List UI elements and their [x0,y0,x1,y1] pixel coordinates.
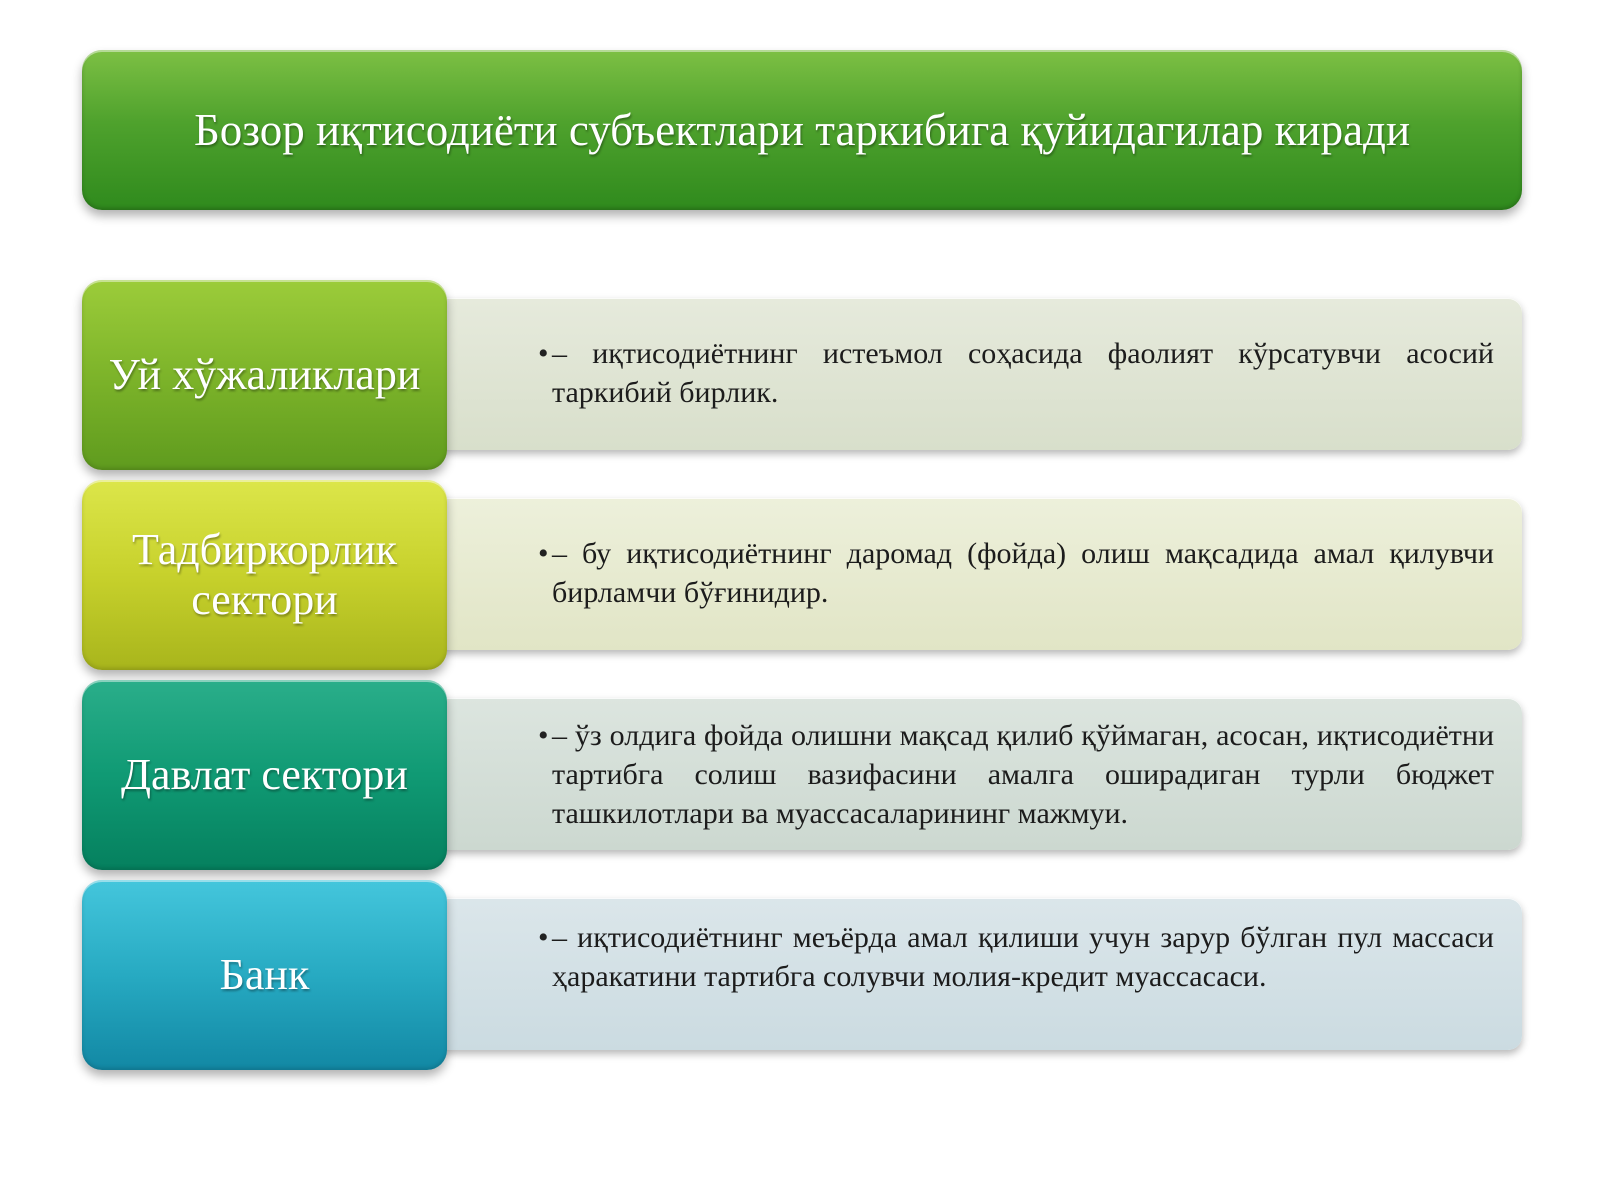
bullet-marker: • [538,537,549,570]
label-box-households [82,280,447,470]
description-box [422,498,1522,650]
label-text: Уй хўжаликлари [108,350,421,399]
entity-row-business [82,480,1522,670]
entity-row-bank [82,880,1522,1070]
description-text: – иқтисодиётнинг меъёрда амал қилиши учун зарур бўлган пул массаси ҳаракатини тартибга солувчи молия-кредит муассасаси. [552,921,1494,993]
diagram-title-box [82,50,1522,210]
label-text: Банк [219,950,310,999]
entity-row-government [82,680,1522,870]
label-box-business [82,480,447,670]
description-box [422,898,1522,1050]
label-text: Давлат сектори [121,750,408,799]
bullet-marker: • [538,719,549,752]
bullet-marker: • [538,921,549,954]
description-text: – бу иқтисодиётнинг даромад (фойда) олиш мақсадида амал қилувчи бирламчи бўғинидир. [552,537,1494,609]
entity-row-households [82,280,1522,470]
label-box-government [82,680,447,870]
description-text: – иқтисодиётнинг истеъмол соҳасида фаолият кўрсатувчи асосий таркибий бирлик. [552,337,1494,409]
diagram-title: Бозор иқтисодиёти субъектлари таркибига қуйидагилар киради [193,105,1411,155]
description-box [422,298,1522,450]
bullet-marker: • [538,337,549,370]
label-text: Тадбиркорлик сектори [131,525,398,624]
label-box-bank [82,880,447,1070]
description-text: – ўз олдига фойда олишни мақсад қилиб қўймаган, асосан, иқтисодиётни тартибга солиш вазифасини амалга оширадиган турли бюджет ташкилотлари ва муассасаларининг мажмуи. [552,719,1494,830]
description-box [422,698,1522,850]
